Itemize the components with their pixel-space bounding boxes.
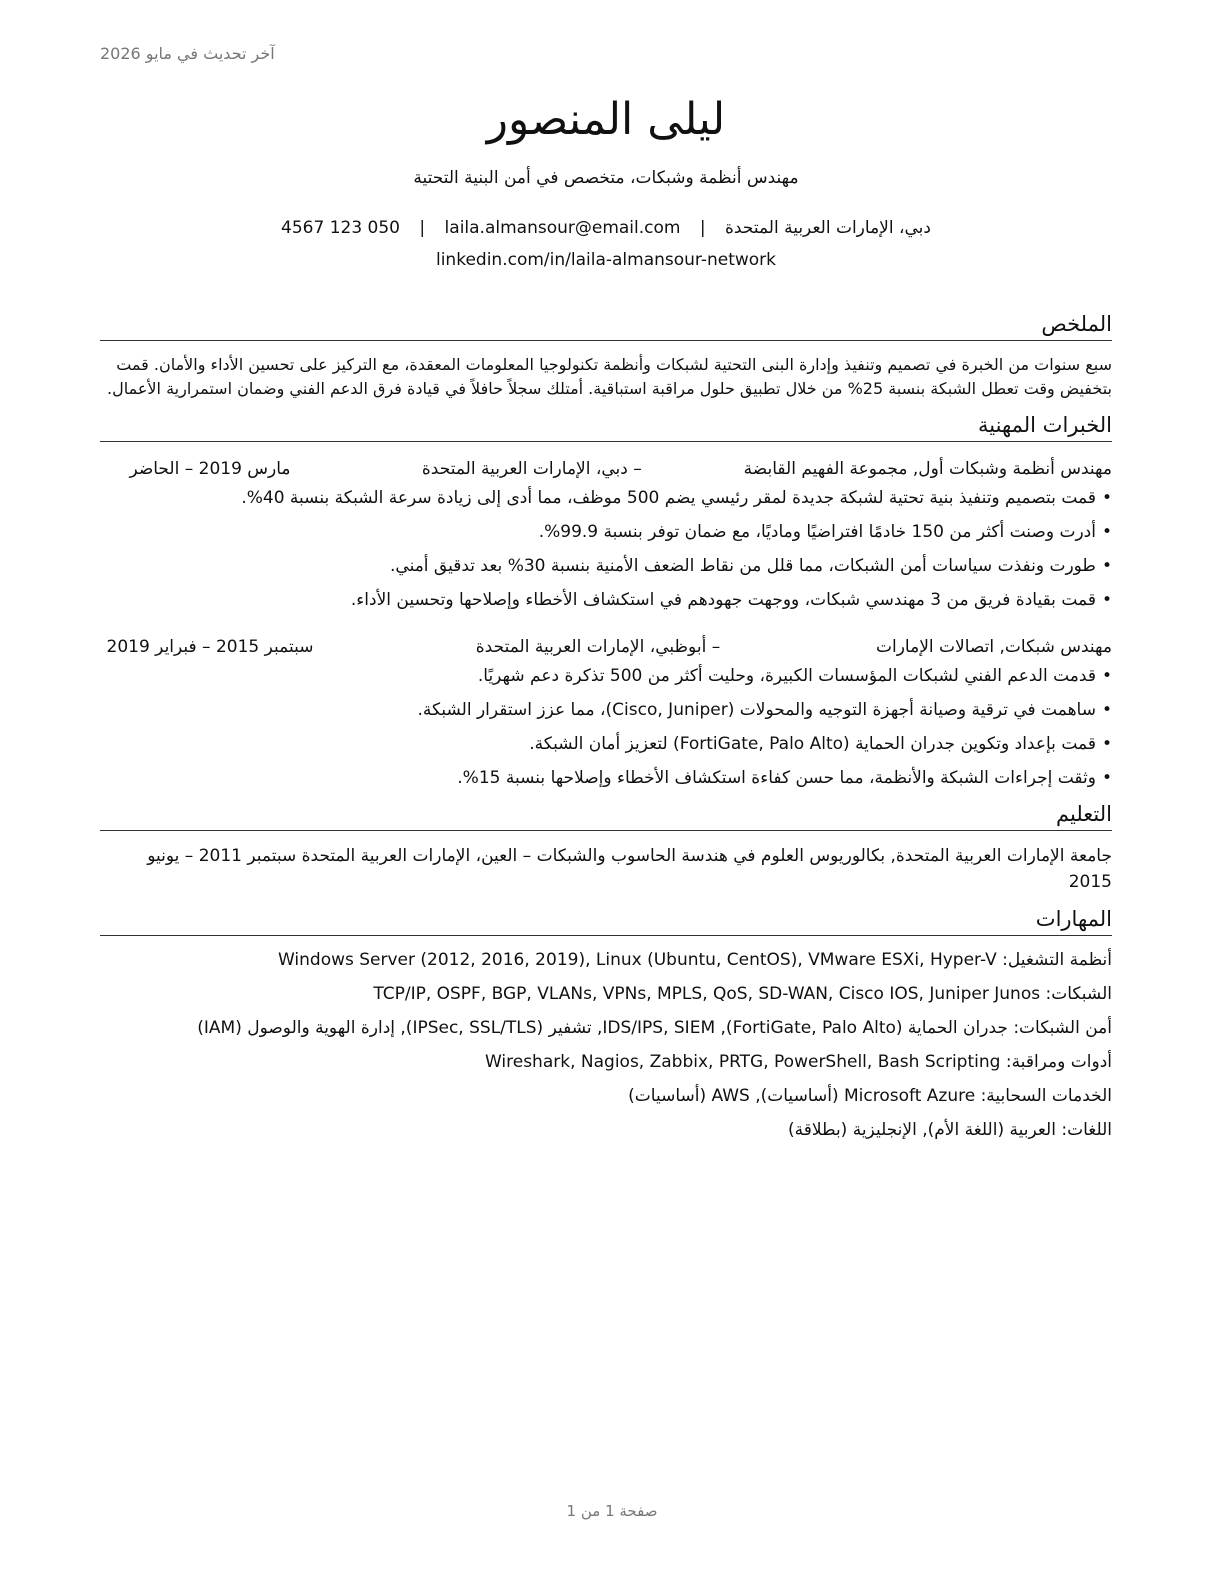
skill-line: أنظمة التشغيل: Windows Server (2012, 2016, 2019), Linux (Ubuntu, CentOS), VMware ESXi, Hyper-V xyxy=(277,950,1112,970)
section-heading-experience: الخبرات المهنية xyxy=(100,411,1112,442)
job-dates: مارس 2019 – الحاضر xyxy=(129,459,291,479)
job-role: مهندس أنظمة وشبكات أول, مجموعة الفهيم القابضة xyxy=(743,459,1112,479)
job-header xyxy=(100,634,1112,660)
skills-section xyxy=(100,905,1112,1142)
candidate-name: ليلى المنصور xyxy=(486,94,726,145)
job-entry xyxy=(100,456,1112,612)
section-heading-education: التعليم xyxy=(100,800,1112,831)
page-number: صفحة 1 من 1 xyxy=(566,1502,658,1520)
list-item: •ساهمت في ترقية وصيانة أجهزة التوجيه والمحولات (Cisco, Juniper)، مما عزز استقرار الشبكة. xyxy=(417,700,1112,720)
phone: 4567 123 050 xyxy=(281,218,400,238)
last-updated: آخر تحديث في مايو 2026 xyxy=(100,44,275,63)
job-bullets xyxy=(100,664,1112,790)
list-item: •قمت بتصميم وتنفيذ بنية تحتية لشبكة جديدة لمقر رئيسي يضم 500 موظف، مما أدى إلى زيادة سرعة الشبكة بنسبة 40%. xyxy=(241,488,1112,508)
education-section xyxy=(100,800,1112,895)
separator: | xyxy=(699,218,706,238)
experience-section xyxy=(100,411,1112,790)
summary-text: سبع سنوات من الخبرة في تصميم وتنفيذ وإدارة البنى التحتية لشبكات وأنظمة تكنولوجيا المعلومات المعقدة، مع التركيز على تحسين الأداء والأمان. قمت بتخفيض وقت تعطل الشبكة بنسبة 25% من خلال تطبيق حلول مراقبة استباقية. أمتلك سجلاً حافلاً في قيادة فرق الدعم الفني وضمان استمرارية الأعمال. xyxy=(107,355,1112,398)
skill-line: الخدمات السحابية: Microsoft Azure (أساسيات), AWS (أساسيات) xyxy=(628,1086,1112,1106)
resume-body xyxy=(100,310,1112,1152)
job-dates: سبتمبر 2015 – فبراير 2019 xyxy=(106,637,314,657)
list-item: •وثقت إجراءات الشبكة والأنظمة، مما حسن كفاءة استكشاف الأخطاء وإصلاحها بنسبة 15%. xyxy=(457,768,1112,788)
job-location: – دبي، الإمارات العربية المتحدة xyxy=(421,459,642,479)
skill-line: أدوات ومراقبة: Wireshark, Nagios, Zabbix, PRTG, PowerShell, Bash Scripting xyxy=(484,1052,1112,1072)
separator: | xyxy=(419,218,426,238)
contact-line xyxy=(100,216,1112,240)
job-location: – أبوظبي، الإمارات العربية المتحدة xyxy=(475,637,721,657)
skill-line: اللغات: العربية (اللغة الأم), الإنجليزية (بطلاقة) xyxy=(787,1120,1112,1140)
list-item: •أدرت وصنت أكثر من 150 خادمًا افتراضيًا وماديًا، مع ضمان توفر بنسبة 99.9%. xyxy=(538,522,1112,542)
job-role: مهندس شبكات, اتصالات الإمارات xyxy=(875,637,1112,657)
education-entry: جامعة الإمارات العربية المتحدة, بكالوريوس العلوم في هندسة الحاسوب والشبكات – العين، الإمارات العربية المتحدة سبتمبر 2011 – يونيو 2015 xyxy=(147,846,1112,892)
candidate-title: مهندس أنظمة وشبكات، متخصص في أمن البنية التحتية xyxy=(413,168,799,188)
list-item: •قمت بإعداد وتكوين جدران الحماية (FortiGate, Palo Alto) لتعزيز أمان الشبكة. xyxy=(529,734,1112,754)
resume-header xyxy=(100,88,1112,270)
job-bullets xyxy=(100,486,1112,612)
linkedin-link[interactable]: linkedin.com/in/laila-almansour-network xyxy=(435,250,776,270)
email-link[interactable]: laila.almansour@email.com xyxy=(444,218,681,238)
job-entry xyxy=(100,634,1112,790)
location: دبي، الإمارات العربية المتحدة xyxy=(725,218,931,238)
section-heading-summary: الملخص xyxy=(100,310,1112,341)
skill-line: أمن الشبكات: جدران الحماية (FortiGate, Palo Alto), IDS/IPS, SIEM, تشفير (IPSec, SSL/TLS), إدارة الهوية والوصول (IAM) xyxy=(197,1018,1112,1038)
skill-line: الشبكات: TCP/IP, OSPF, BGP, VLANs, VPNs, MPLS, QoS, SD-WAN, Cisco IOS, Juniper Junos xyxy=(373,984,1112,1004)
section-heading-skills: المهارات xyxy=(100,905,1112,936)
list-item: •طورت ونفذت سياسات أمن الشبكات، مما قلل من نقاط الضعف الأمنية بنسبة 30% بعد تدقيق أمني. xyxy=(390,556,1112,576)
job-header xyxy=(100,456,1112,482)
skills-list xyxy=(100,948,1112,1142)
list-item: •قمت بقيادة فريق من 3 مهندسي شبكات، ووجهت جهودهم في استكشاف الأخطاء وإصلاحها وتحسين الأداء. xyxy=(350,590,1112,610)
summary-section xyxy=(100,310,1112,401)
list-item: •قدمت الدعم الفني لشبكات المؤسسات الكبيرة، وحليت أكثر من 500 تذكرة دعم شهريًا. xyxy=(477,666,1112,686)
